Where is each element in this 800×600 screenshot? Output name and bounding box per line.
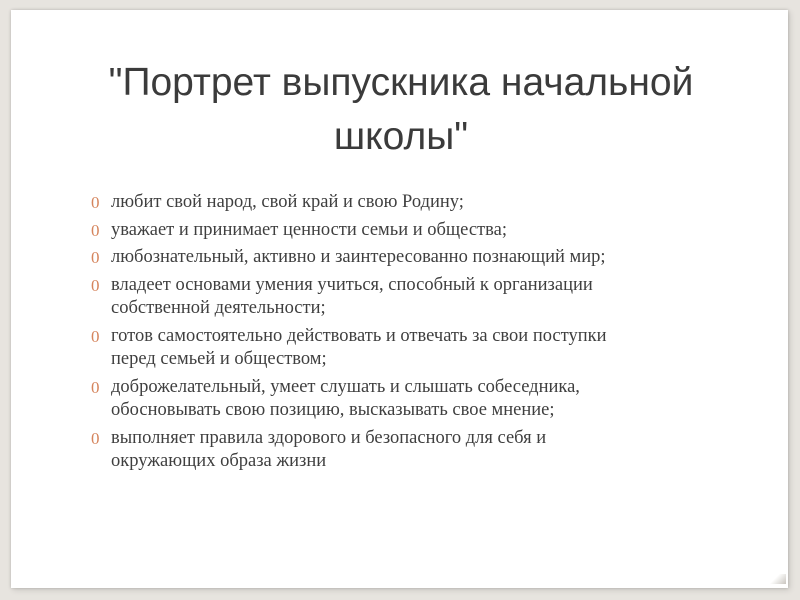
bullet-marker: 0 xyxy=(91,377,100,397)
bullet-text-line-1: доброжелательный, умеет слушать и слышать собеседника, xyxy=(111,376,580,397)
bullet-marker: 0 xyxy=(91,220,100,240)
bullet-marker: 0 xyxy=(91,193,100,212)
bullet-text-line-2: окружающих образа жизни xyxy=(111,451,327,471)
page-curl-decoration xyxy=(768,574,786,584)
bullet-text: любознательный, активно и заинтересованно познающий мир; xyxy=(111,247,606,267)
bullet-text-line-1: владеет основами умения учиться, способный к организации xyxy=(111,274,593,295)
bullet-list xyxy=(81,191,721,478)
slide xyxy=(11,10,788,588)
bullet-text-line-1: выполняет правила здорового и безопасного для себя и xyxy=(111,427,547,448)
slide-title-line-1: "Портрет выпускника начальной xyxy=(108,61,694,104)
bullet-text-line-1: готов самостоятельно действовать и отвечать за свои поступки xyxy=(111,325,607,346)
bullet-item-4 xyxy=(81,274,721,321)
bullet-item-1 xyxy=(81,191,721,215)
bullet-item-3 xyxy=(81,246,721,270)
bullet-item-2 xyxy=(81,219,721,243)
bullet-marker: 0 xyxy=(91,326,100,346)
slide-title-line-2: школы" xyxy=(333,115,469,158)
bullet-marker: 0 xyxy=(91,248,100,267)
bullet-text-line-2: перед семьей и обществом; xyxy=(111,349,327,369)
bullet-text: любит свой народ, свой край и свою Родину; xyxy=(111,192,464,212)
bullet-item-6 xyxy=(81,376,721,423)
bullet-item-5 xyxy=(81,325,721,372)
bullet-text-line-2: собственной деятельности; xyxy=(111,298,326,318)
bullet-text-line-2: обосновывать свою позицию, высказывать свое мнение; xyxy=(111,400,555,420)
bullet-text: уважает и принимает ценности семьи и общества; xyxy=(111,219,507,240)
bullet-item-7 xyxy=(81,427,721,474)
bullet-marker: 0 xyxy=(91,428,100,448)
slide-title xyxy=(51,56,751,164)
bullet-marker: 0 xyxy=(91,275,100,295)
